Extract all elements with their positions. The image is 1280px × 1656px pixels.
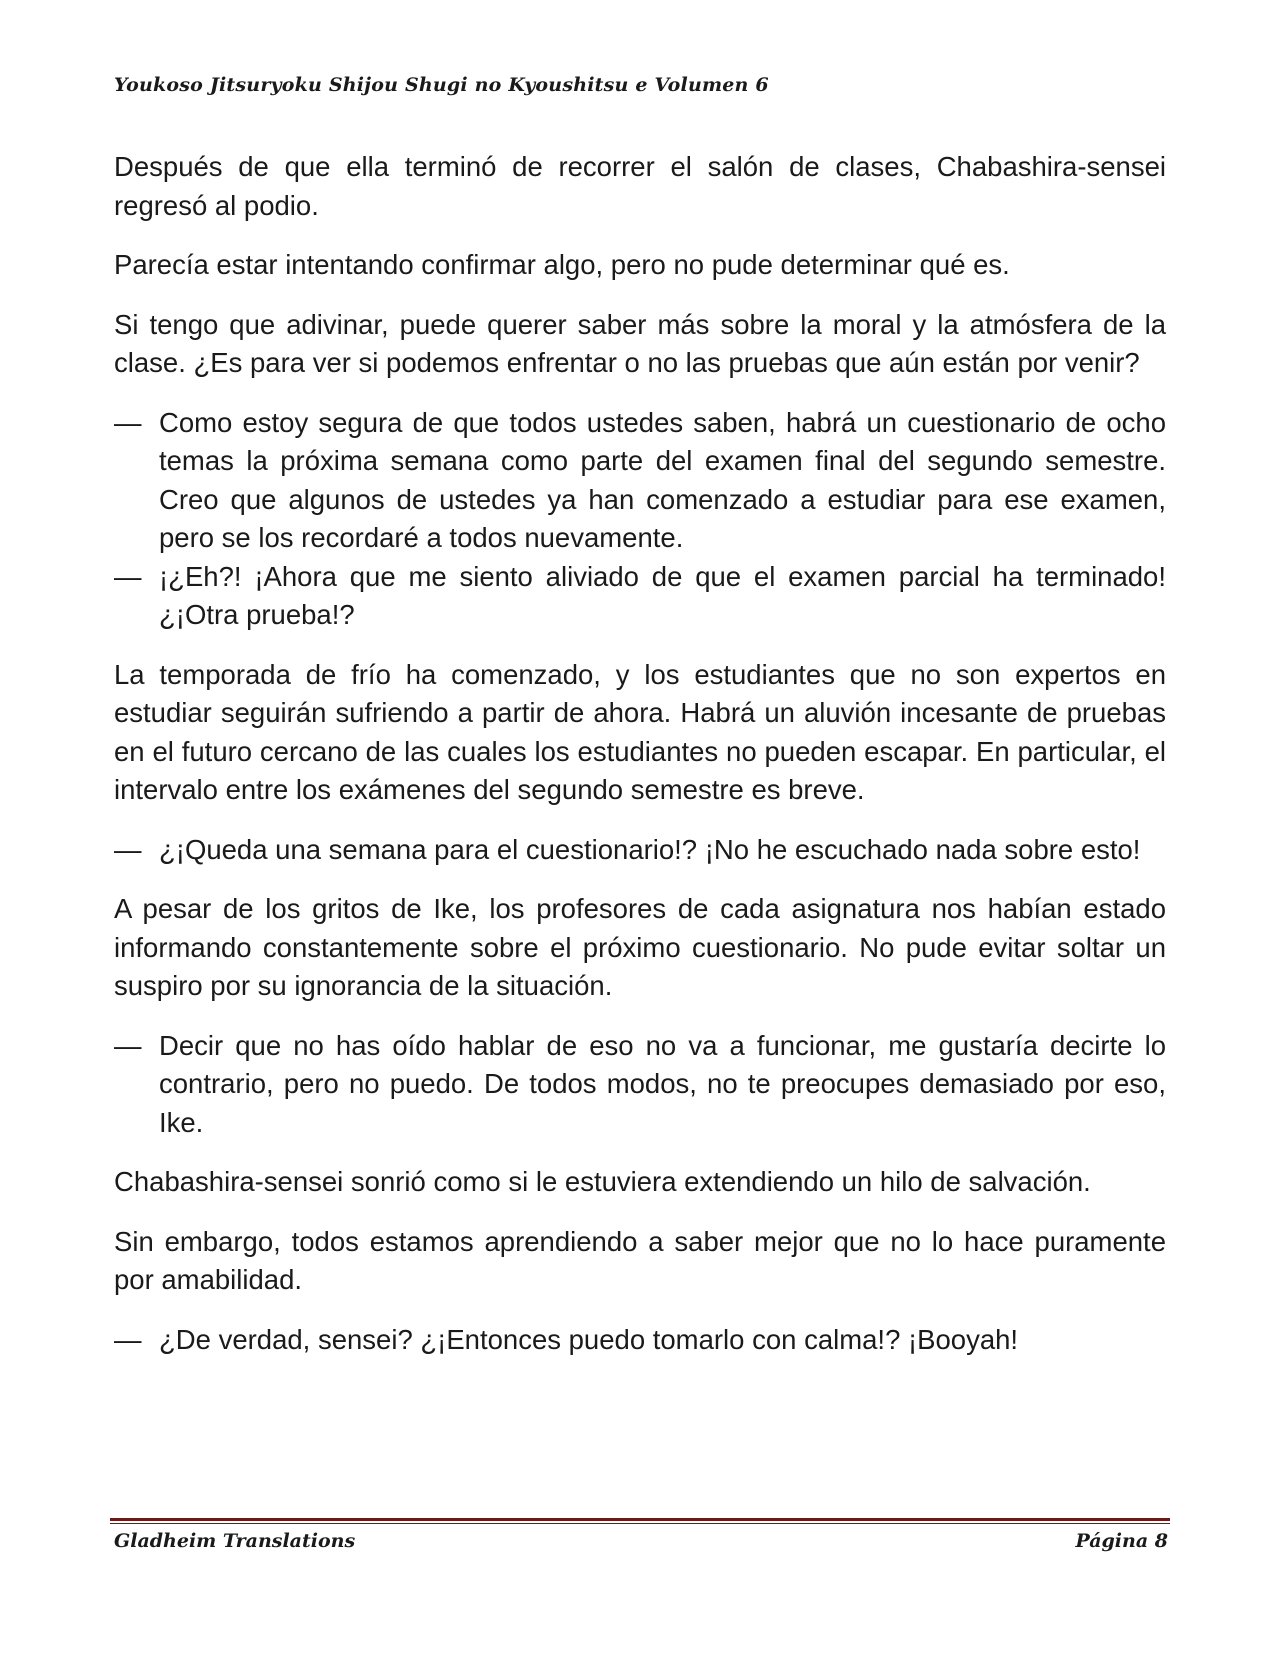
dialogue-line (114, 1321, 1166, 1360)
dialogue-text: ¿De verdad, sensei? ¿¡Entonces puedo tomarlo con calma!? ¡Booyah! (159, 1323, 1019, 1355)
paragraph: Después de que ella terminó de recorrer el salón de clases, Chabashira-sensei regresó al podio. (114, 151, 1166, 221)
paragraph: La temporada de frío ha comenzado, y los estudiantes que no son expertos en estudiar seguirán sufriendo a partir de ahora. Habrá un aluvión incesante de pruebas en el futuro cercano de las cuales los estudiantes no pueden escapar. En particular, el intervalo entre los exámenes del segundo semestre es breve. (114, 658, 1166, 805)
em-dash: — (114, 406, 142, 438)
dialogue-line (114, 1027, 1166, 1143)
dialogue-line (114, 831, 1166, 870)
page-number: Página 8 (1075, 1530, 1168, 1552)
paragraph: Si tengo que adivinar, puede querer saber más sobre la moral y la atmósfera de la clase. ¿Es para ver si podemos enfrentar o no las pruebas que aún están por venir? (114, 308, 1166, 378)
dialogue-text: Como estoy segura de que todos ustedes saben, habrá un cuestionario de ocho temas la próxima semana como parte del examen final del segundo semestre. Creo que algunos de ustedes ya han comenzado a estudiar para ese examen, pero se los recordaré a todos nuevamente. (159, 406, 1166, 553)
running-header: Youkoso Jitsuryoku Shijou Shugi no Kyoushitsu e Volumen 6 (114, 74, 769, 96)
dialogue-text: Decir que no has oído hablar de eso no va a funcionar, me gustaría decirte lo contrario, pero no puedo. De todos modos, no te preocupes demasiado por eso, Ike. (159, 1029, 1166, 1138)
footer-divider (110, 1518, 1170, 1524)
paragraph: Parecía estar intentando confirmar algo, pero no pude determinar qué es. (114, 249, 1010, 280)
dialogue-line (114, 558, 1166, 635)
em-dash: — (114, 833, 142, 865)
em-dash: — (114, 1029, 142, 1061)
dialogue-text: ¿¡Queda una semana para el cuestionario!? ¡No he escuchado nada sobre esto! (159, 833, 1141, 865)
em-dash: — (114, 560, 142, 592)
paragraph: Sin embargo, todos estamos aprendiendo a saber mejor que no lo hace puramente por amabilidad. (114, 1225, 1166, 1295)
paragraph: A pesar de los gritos de Ike, los profesores de cada asignatura nos habían estado informando constantemente sobre el próximo cuestionario. No pude evitar soltar un suspiro por su ignorancia de la situación. (114, 893, 1166, 1001)
dialogue-line (114, 404, 1166, 558)
paragraph: Chabashira-sensei sonrió como si le estuviera extendiendo un hilo de salvación. (114, 1166, 1091, 1197)
footer-publisher: Gladheim Translations (114, 1530, 356, 1552)
dialogue-text: ¡¿Eh?! ¡Ahora que me siento aliviado de que el examen parcial ha terminado! ¿¡Otra prueba!? (159, 560, 1166, 630)
body-text (114, 148, 1166, 1380)
em-dash: — (114, 1323, 142, 1355)
